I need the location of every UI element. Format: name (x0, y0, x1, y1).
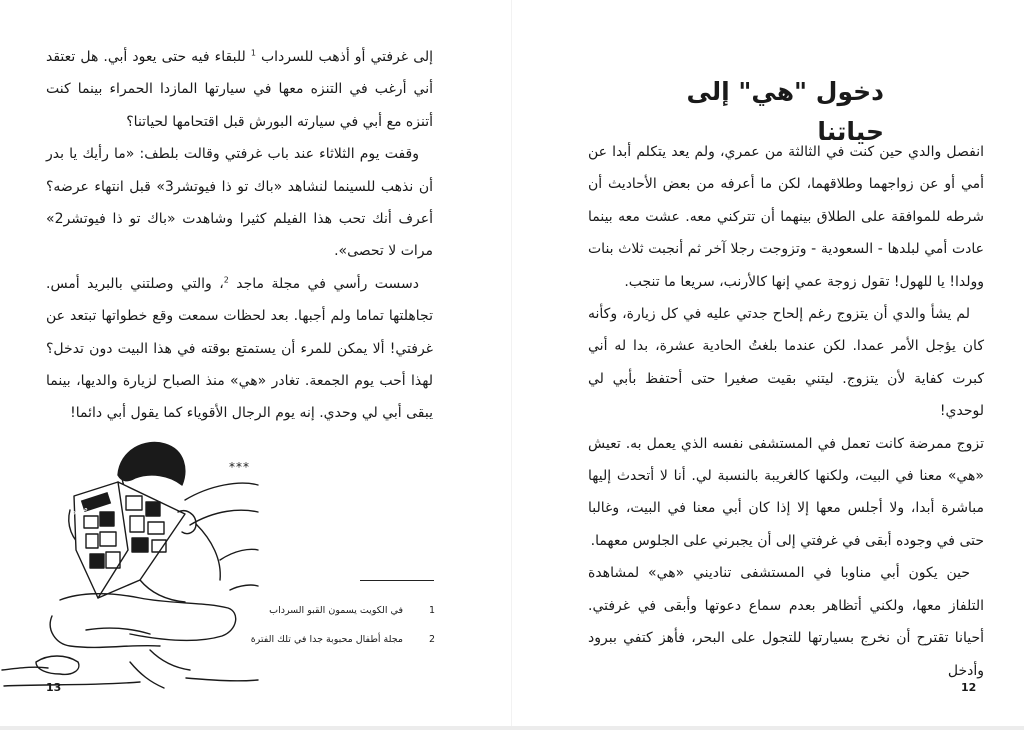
page-number-right: 12 (961, 681, 977, 694)
section-break: *** (229, 460, 250, 474)
footnote-number: 2 (428, 634, 435, 645)
left-paragraph-4-start: دسست رأسي في مجلة ماجد (236, 275, 420, 292)
right-paragraph-3: تزوج ممرضة كانت تعمل في المستشفى نفسه الذي يعمل به. تعيش «هي» معنا في البيت، ولكنها كالغريبة بالنسبة لي. أنا لا أتحدث إليها مباشرة أبدا، ولا أجلس معها إلا إذا كان أبي معنا في البيت، وغالبا حتى في وجوده أبقى في غرفتي إلى أن يجبرني على الجلوس معهما. (588, 435, 984, 549)
footnote-1 (235, 596, 435, 625)
footnotes (235, 596, 435, 654)
page-number-left: 13 (46, 681, 62, 694)
right-paragraph-1: انفصل والدي حين كنت في الثالثة من عمري، ولم يعد يتكلم أبدا عن أمي أو عن زواجهما وطلاقهما، لكن ما أعرفه من بعض الأحاديث أن شرطه للموافقة على الطلاق بينهما أن تتركني معه. عشت معه بينما عادت أمي لبلدها - السعودية - وتزوجت رجلا آخر ثم أنجبت ثلاث بنات وولدا! يا للهول! تقول زوجة عمي إنها كالأرنب، سريعا ما تنجب. (588, 144, 984, 290)
footnote-ref-1: 1 (250, 48, 256, 58)
right-page (512, 0, 1024, 730)
right-paragraph-4: حين يكون أبي مناوبا في المستشفى تناديني «هي» لمشاهدة التلفاز معها، ولكني أتظاهر بعدم سماع دعوتها وأبقى في غرفتي. أحيانا تقترح أن نخرج بسيارتها للتجول على البحر، فأهز كتفي ببرود وأدخل (588, 565, 984, 679)
boy-reading-magazine-illustration (0, 430, 262, 705)
left-paragraph-1 (46, 41, 433, 138)
right-paragraph-2: لم يشأ والدي أن يتزوج رغم إلحاح جدتي عليه في كل زيارة، وكأنه كان يؤجل الأمر عمدا. لكن عندما بلغتُ الحادية عشرة، بدا له أني كبرت كفاية لأن يتزوج. ليتني بقيت صغيرا حتى أحتفظ بأبي لي لوحدي! (588, 306, 984, 420)
left-paragraph-4 (46, 268, 433, 430)
footnote-number: 1 (428, 605, 435, 616)
footnote-2 (235, 625, 435, 654)
magazine-masthead: ماجد (70, 503, 89, 517)
left-paragraph-2: أرغب في التنزه معها في سيارتها المازدا الحمراء بينما كنت أتنزه مع أبي في سيارته البورش قبل اقتحامها لحياتنا؟ (46, 81, 433, 130)
footnote-text: مجلة أطفال محبوبة جدا في تلك الفترة (250, 634, 403, 645)
left-paragraph-1-start: إلى غرفتي أو أذهب للسرداب (260, 49, 434, 65)
left-page-text (46, 41, 433, 430)
left-paragraph-4-end: ، والتي وصلتني بالبريد أمس. تجاهلتها تماما ولم أجبها. بعد لحظات سمعت وقع خطواتها تبتعد عن غرفتي! ألا يمكن للمرء أن يستمتع بوقته في هذا البيت دون تدخل؟ لهذا أحب يوم الجمعة. تغادر «هي» منذ الصباح لزيارة والديها، بينما يبقى أبي لي وحدي. إنه يوم الرجال الأقوياء كما يقول أبي دائما! (46, 275, 433, 422)
page-bottom-edge (0, 726, 1024, 730)
footnote-rule (360, 580, 434, 581)
left-paragraph-3: وقفت يوم الثلاثاء عند باب غرفتي وقالت بلطف: «ما رأيك يا بدر أن نذهب للسينما لنشاهد «باك تو ذا فيوتشر3» قبل انتهاء عرضه؟ أعرف أنك تحب هذا الفيلم كثيرا وشاهدت «باك تو ذا فيوتشر2» مرات لا تحصى». (46, 146, 433, 260)
right-page-text (588, 136, 984, 687)
footnote-text: في الكويت يسمون القبو السرداب (269, 605, 403, 616)
left-paragraph-1-end: للبقاء فيه حتى يعود أبي. هل تعتقد أني (46, 49, 434, 98)
chapter-title: دخول "هي" إلى حياتنا (686, 77, 884, 146)
footnote-ref-2: 2 (223, 275, 229, 285)
